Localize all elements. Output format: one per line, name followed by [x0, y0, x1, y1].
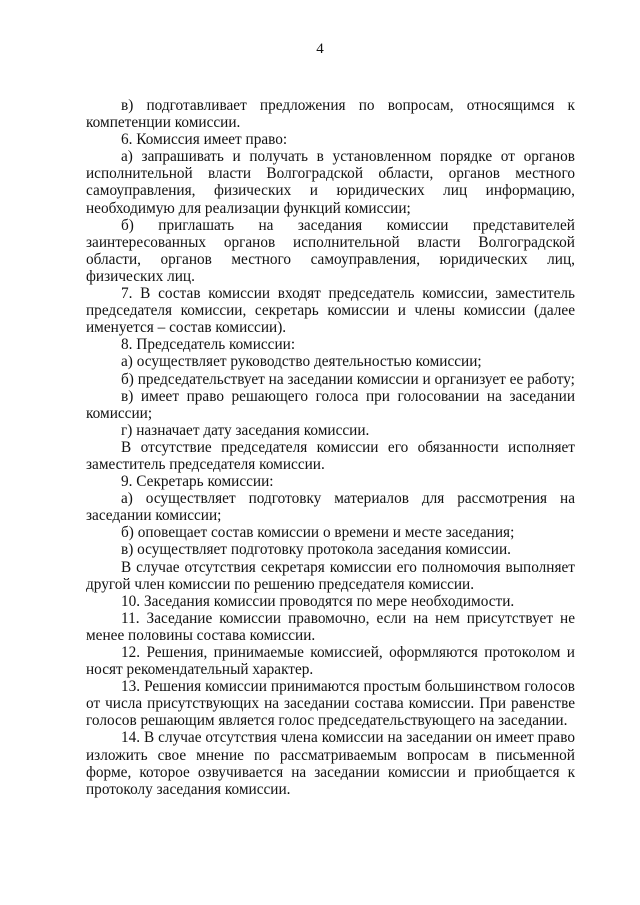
paragraph-9a-prepares-materials: а) осуществляет подготовку материалов для рассмотрения на заседании комиссии;: [86, 490, 575, 525]
paragraph-6a-request-information: а) запрашивать и получать в установленном порядке от органов исполнительной власти Волгоградской области, органов местного самоуправления, физических и юридических лиц информацию, необходимую для реализации функций комиссии;: [86, 148, 575, 217]
paragraph-13-majority-voting: 13. Решения комиссии принимаются простым большинством голосов от числа присутствующих на заседании состава комиссии. При равенстве голосов решающим является голос председательствующего на заседании.: [86, 678, 575, 730]
paragraph-9b-notifies-members: б) оповещает состав комиссии о времени и месте заседания;: [121, 524, 515, 542]
document-body: [86, 97, 575, 798]
paragraph-9v-prepares-minutes: в) осуществляет подготовку протокола заседания комиссии.: [121, 541, 511, 559]
paragraph-11-quorum: 11. Заседание комиссии правомочно, если на нем присутствует не менее половины состава комиссии.: [86, 609, 575, 644]
paragraph-8-chairman: 8. Председатель комиссии:: [121, 336, 296, 354]
paragraph-9-secretary-absence: В случае отсутствия секретаря комиссии его полномочия выполняет другой член комиссии по решению председателя комиссии.: [86, 558, 575, 593]
paragraph-8v-deciding-vote: в) имеет право решающего голоса при голосовании на заседании комиссии;: [86, 387, 575, 422]
paragraph-8-deputy-substitutes: В отсутствие председателя комиссии его обязанности исполняет заместитель председателя комиссии.: [86, 438, 575, 473]
paragraph-3v-prepares-proposals: в) подготавливает предложения по вопросам, относящимся к компетенции комиссии.: [86, 97, 575, 132]
paragraph-9-secretary: 9. Секретарь комиссии:: [121, 473, 274, 491]
page-number: 4: [316, 41, 324, 57]
paragraph-14-written-opinion: 14. В случае отсутствия члена комиссии на заседании он имеет право изложить свое мнение по рассматриваемым вопросам в письменной форме, которое озвучивается на заседании комиссии и приобщается к протоколу заседания комиссии.: [86, 729, 575, 798]
paragraph-7-composition: 7. В состав комиссии входят председатель комиссии, заместитель председателя комиссии, секретарь комиссии и члены комиссии (далее именуется – состав комиссии).: [86, 285, 575, 337]
paragraph-8g-sets-date: г) назначает дату заседания комиссии.: [121, 421, 370, 439]
paragraph-8b-presides: б) председательствует на заседании комиссии и организует ее работу;: [121, 370, 575, 388]
paragraph-12-decisions-form: 12. Решения, принимаемые комиссией, оформляются протоколом и носят рекомендательный характер.: [86, 644, 575, 679]
paragraph-8a-leads-activity: а) осуществляет руководство деятельностью комиссии;: [121, 353, 482, 371]
paragraph-6b-invite-representatives: б) приглашать на заседания комиссии представителей заинтересованных органов исполнительной власти Волгоградской области, органов местного самоуправления, юридических лиц, физических лиц.: [86, 216, 575, 285]
paragraph-10-meetings-frequency: 10. Заседания комиссии проводятся по мере необходимости.: [121, 592, 515, 610]
paragraph-6-commission-rights: 6. Комиссия имеет право:: [121, 131, 288, 149]
